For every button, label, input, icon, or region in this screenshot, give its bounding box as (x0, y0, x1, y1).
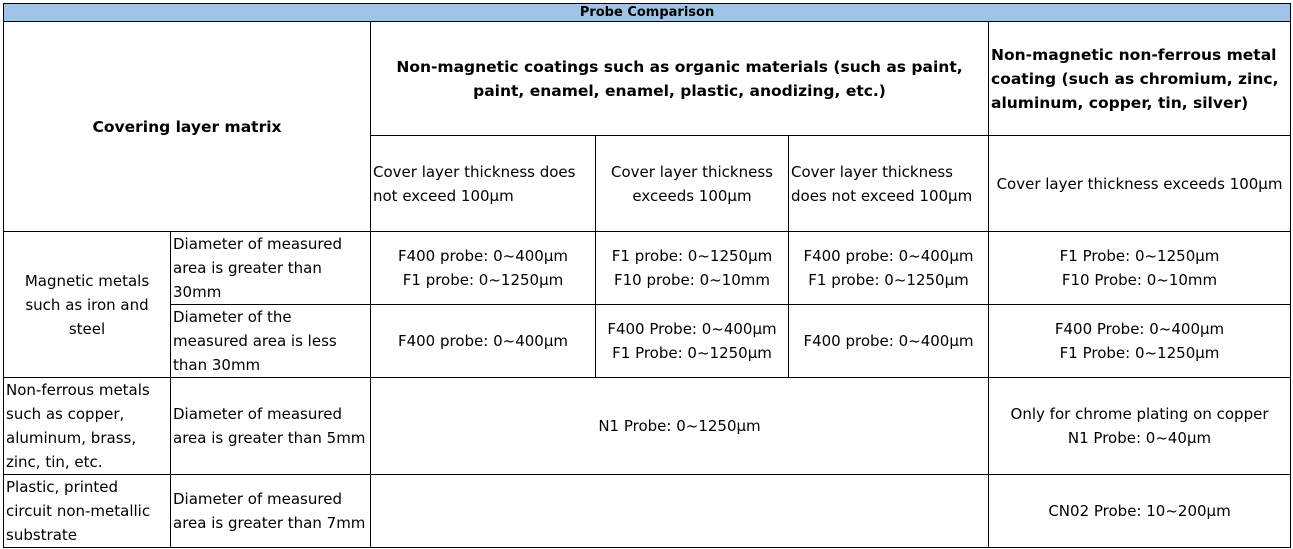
table-title: Probe Comparison (4, 4, 1291, 22)
organic-coating-header: Non-magnetic coatings such as organic materials (such as paint, paint, enamel, enamel, plastic, anodizing, etc.) (371, 22, 989, 136)
probe-cell: F400 Probe: 0~400μm F1 Probe: 0~1250μm (989, 305, 1291, 378)
probe-cell: F400 probe: 0~400μm F1 probe: 0~1250μm (371, 232, 596, 305)
metal-coating-header: Non-magnetic non-ferrous metal coating (such as chromium, zinc, aluminum, copper, tin, silver) (989, 22, 1291, 136)
area-condition: Diameter of measured area is greater than 30mm (171, 232, 371, 305)
subheader-organic-thick: Cover layer thickness exceeds 100μm (596, 136, 789, 232)
substrate-plastic: Plastic, printed circuit non-metallic substrate (4, 475, 171, 548)
area-condition: Diameter of measured area is greater than 5mm (171, 378, 371, 475)
probe-cell: F400 probe: 0~400μm (371, 305, 596, 378)
probe-cell: F400 Probe: 0~400μm F1 Probe: 0~1250μm (596, 305, 789, 378)
matrix-header: Covering layer matrix (4, 22, 371, 232)
probe-cell: Only for chrome plating on copper N1 Probe: 0~40μm (989, 378, 1291, 475)
probe-cell: F400 probe: 0~400μm F1 probe: 0~1250μm (789, 232, 989, 305)
probe-cell: N1 Probe: 0~1250μm (371, 378, 989, 475)
subheader-metal-thick: Cover layer thickness exceeds 100μm (989, 136, 1291, 232)
area-condition: Diameter of measured area is greater than 7mm (171, 475, 371, 548)
probe-cell-empty (371, 475, 989, 548)
probe-cell: CN02 Probe: 10~200μm (989, 475, 1291, 548)
probe-cell: F1 Probe: 0~1250μm F10 Probe: 0~10mm (989, 232, 1291, 305)
probe-cell: F400 probe: 0~400μm (789, 305, 989, 378)
subheader-metal-thin: Cover layer thickness does not exceed 100μm (789, 136, 989, 232)
substrate-nonferrous: Non-ferrous metals such as copper, aluminum, brass, zinc, tin, etc. (4, 378, 171, 475)
probe-cell: F1 probe: 0~1250μm F10 probe: 0~10mm (596, 232, 789, 305)
area-condition: Diameter of the measured area is less than 30mm (171, 305, 371, 378)
subheader-organic-thin: Cover layer thickness does not exceed 100μm (371, 136, 596, 232)
substrate-magnetic: Magnetic metals such as iron and steel (4, 232, 171, 378)
probe-comparison-table (3, 3, 1291, 548)
